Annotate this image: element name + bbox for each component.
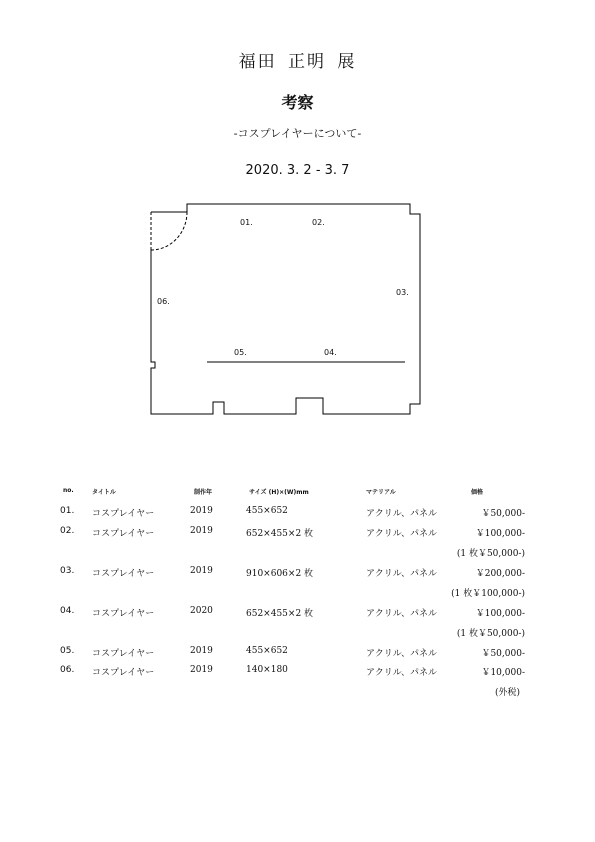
row-year: 2019 xyxy=(190,646,213,656)
row-title: コスプレイヤー xyxy=(92,668,155,678)
row-title: コスプレイヤー xyxy=(92,529,155,539)
outer-wall xyxy=(151,204,420,414)
row-price-note: (1 枚￥50,000-) xyxy=(456,629,525,639)
row-no: 06. xyxy=(60,665,75,675)
row-price: ￥50,000- xyxy=(481,509,525,519)
row-size: 455×652 xyxy=(246,506,288,516)
row-price-note: (1 枚￥50,000-) xyxy=(456,549,525,559)
header-no: no. xyxy=(63,487,74,494)
tax-note: (外税) xyxy=(494,688,520,698)
row-material: アクリル、パネル xyxy=(366,649,438,659)
row-year: 2019 xyxy=(190,506,213,516)
row-material: アクリル、パネル xyxy=(366,529,438,539)
row-material: アクリル、パネル xyxy=(366,509,438,519)
row-price: ￥200,000- xyxy=(475,569,525,579)
row-title: コスプレイヤー xyxy=(92,569,155,579)
row-year: 2019 xyxy=(190,566,213,576)
plan-label-01: 01. xyxy=(240,218,253,227)
exhibition-subtitle: -コスプレイヤーについて- xyxy=(233,127,362,140)
plan-label-04: 04. xyxy=(324,348,337,357)
door-swing xyxy=(151,212,187,250)
row-no: 04. xyxy=(60,606,75,616)
row-no: 02. xyxy=(60,526,75,536)
row-material: アクリル、パネル xyxy=(366,668,438,678)
row-price: ￥100,000- xyxy=(475,609,525,619)
row-price: ￥100,000- xyxy=(475,529,525,539)
exhibition-dates: 2020. 3. 2 - 3. 7 xyxy=(245,163,350,178)
plan-label-03: 03. xyxy=(396,288,409,297)
row-title: コスプレイヤー xyxy=(92,509,155,519)
header-price: 価格 xyxy=(471,489,484,496)
plan-label-05: 05. xyxy=(234,348,247,357)
row-no: 05. xyxy=(60,646,75,656)
row-title: コスプレイヤー xyxy=(92,609,155,619)
exhibition-title: 考察 xyxy=(281,93,314,112)
row-year: 2020 xyxy=(190,606,213,616)
row-year: 2019 xyxy=(190,665,213,675)
artist-name: 福田 正明 展 xyxy=(238,52,357,72)
row-year: 2019 xyxy=(190,526,213,536)
row-size: 652×455×2 枚 xyxy=(246,609,314,619)
row-no: 01. xyxy=(60,506,75,516)
floor-plan-walls xyxy=(151,204,420,414)
header-year: 制作年 xyxy=(194,489,213,496)
header-size: サイズ (H)×(W)mm xyxy=(249,489,309,496)
row-no: 03. xyxy=(60,566,75,576)
row-size: 652×455×2 枚 xyxy=(246,529,314,539)
row-size: 910×606×2 枚 xyxy=(246,569,314,579)
row-size: 140×180 xyxy=(246,665,288,675)
row-material: アクリル、パネル xyxy=(366,569,438,579)
row-price: ￥10,000- xyxy=(481,668,525,678)
row-price: ￥50,000- xyxy=(481,649,525,659)
plan-label-06: 06. xyxy=(157,297,170,306)
header-material: マテリアル xyxy=(366,489,396,496)
row-title: コスプレイヤー xyxy=(92,649,155,659)
row-price-note: (1 枚￥100,000-) xyxy=(451,589,525,599)
row-material: アクリル、パネル xyxy=(366,609,438,619)
header-title: タイトル xyxy=(92,489,116,496)
row-size: 455×652 xyxy=(246,646,288,656)
plan-label-02: 02. xyxy=(312,218,325,227)
